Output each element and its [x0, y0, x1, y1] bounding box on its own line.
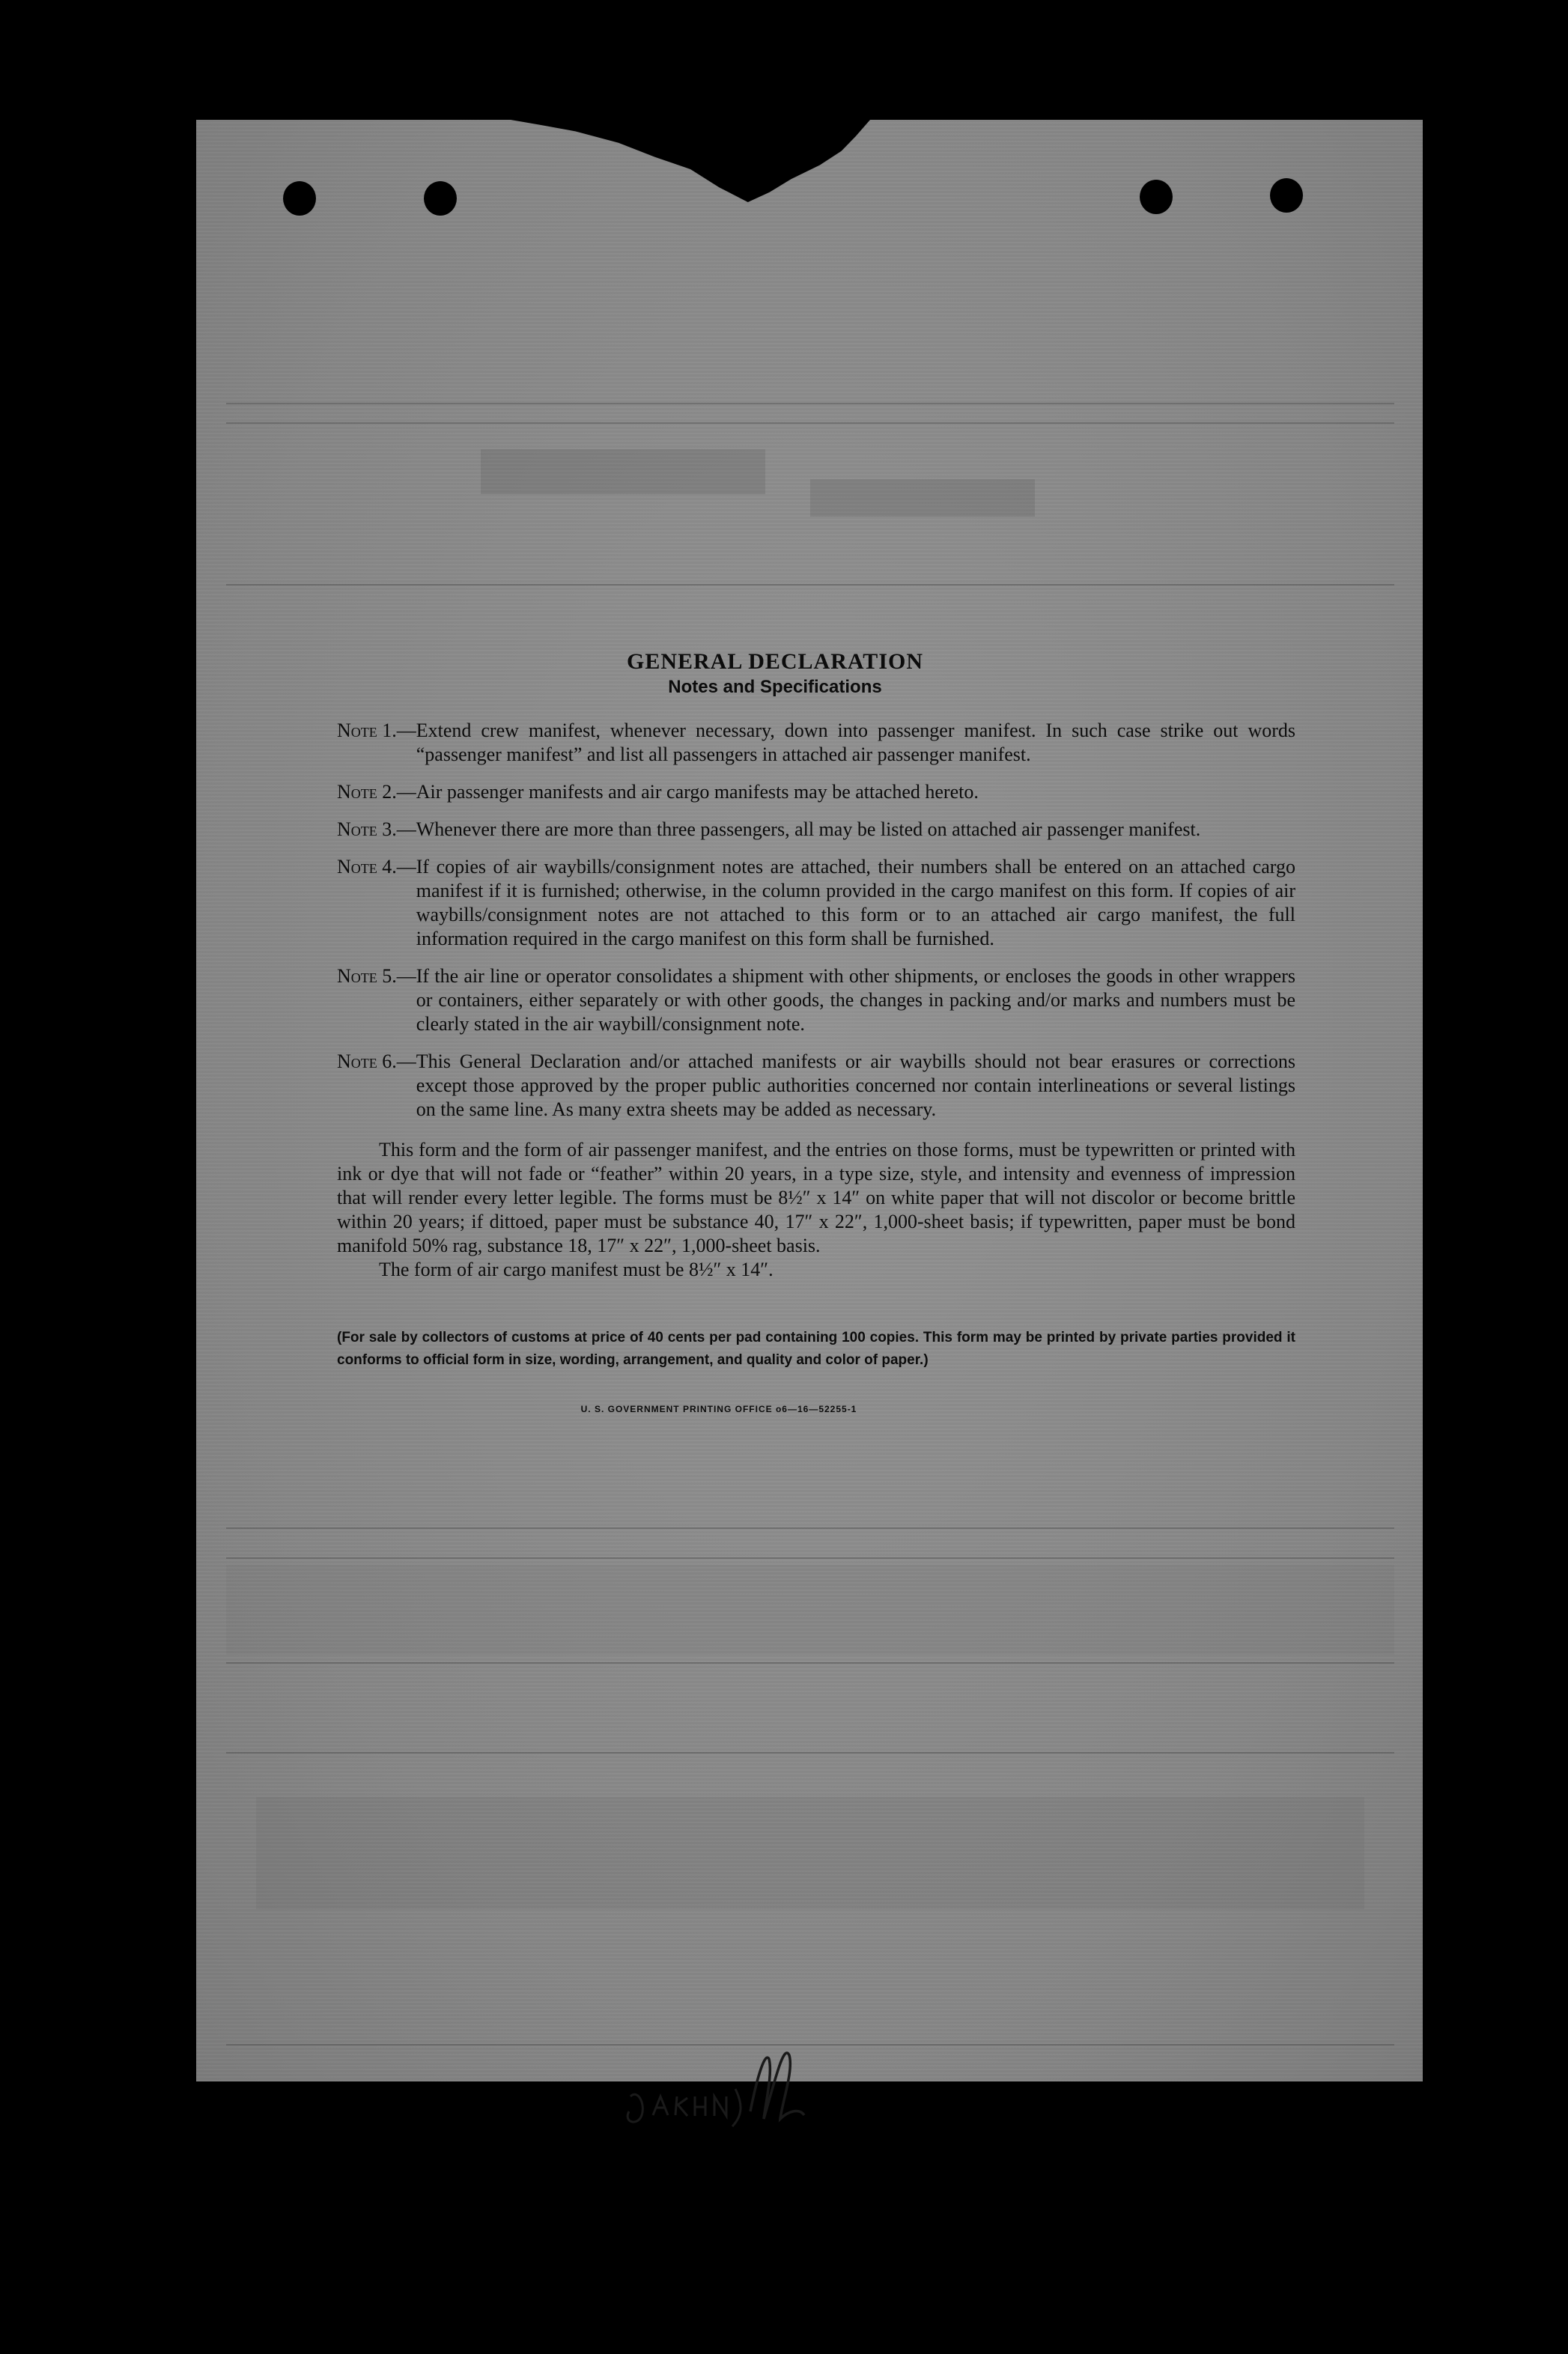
note-text: If copies of air waybills/consignment notes are attached, their numbers shall be entered on an attached cargo manifest if it is furnished; otherwise, in the column provided in the cargo manifest on this form. If copies of air waybills/consignment notes are not attached to this form or to an attached air cargo manifest, the full information required in the cargo manifest on this form shall be furnished.	[416, 856, 1295, 949]
punch-hole	[283, 181, 316, 216]
document-title: GENERAL DECLARATION	[626, 649, 923, 674]
note-label: Note 6.—	[337, 1050, 416, 1072]
note-1	[337, 719, 1295, 767]
note-text: This General Declaration and/or attached manifests or air waybills should not bear erasures or corrections except those approved by the proper public authorities concerned nor contain interlineations or several listings on the same line. As many extra sheets may be added as necessary.	[416, 1050, 1295, 1120]
note-label: Note 3.—	[337, 818, 416, 840]
note-text: Whenever there are more than three passengers, all may be listed on attached air passenger manifest.	[416, 818, 1201, 840]
note-label: Note 5.—	[337, 965, 416, 987]
note-label: Note 1.—	[337, 720, 416, 741]
torn-edge	[511, 120, 870, 202]
note-label: Note 2.—	[337, 781, 416, 803]
punch-hole	[1270, 178, 1303, 213]
note-3	[337, 818, 1295, 842]
punch-hole	[424, 181, 457, 216]
note-text: Air passenger manifests and air cargo manifests may be attached hereto.	[416, 781, 979, 803]
note-text: If the air line or operator consolidates a shipment with other shipments, or encloses the goods in other wrappers or containers, either separately or with other goods, the changes in packing and/or marks and numbers must be clearly stated in the air waybill/consignment note.	[416, 965, 1295, 1035]
printer-imprint: U. S. GOVERNMENT PRINTING OFFICE o6—16—52255-1	[580, 1404, 857, 1414]
note-5	[337, 964, 1295, 1036]
document-subtitle: Notes and Specifications	[668, 677, 882, 697]
note-4	[337, 855, 1295, 951]
note-label: Note 4.—	[337, 856, 416, 878]
sale-note: (For sale by collectors of customs at price of 40 cents per pad containing 100 copies. This form may be printed by private parties provided it conforms to official form in size, wording, arrangement, and quality and color of paper.)	[337, 1330, 1295, 1368]
handwritten-signature	[616, 2044, 810, 2156]
punch-hole	[1140, 180, 1173, 214]
note-text: Extend crew manifest, whenever necessary, down into passenger manifest. In such case strike out words “passenger manifest” and list all passengers in attached air passenger manifest.	[416, 720, 1295, 765]
note-2	[337, 780, 1295, 804]
note-6	[337, 1050, 1295, 1122]
document-body	[337, 650, 1295, 1421]
cargo-manifest-size-paragraph: The form of air cargo manifest must be 8½″ x 14″.	[379, 1259, 774, 1280]
form-requirements-paragraph: This form and the form of air passenger manifest, and the entries on those forms, must be typewritten or printed with ink or dye that will not fade or “feather” within 20 years, in a type size, style, and intensity and evenness of impression that will render every letter legible. The forms must be 8½″ x 14″ on white paper that will not discolor or become brittle within 20 years; if dittoed, paper must be substance 40, 17″ x 22″, 1,000-sheet basis; if typewritten, paper must be bond manifold 50% rag, substance 18, 17″ x 22″, 1,000-sheet basis.	[337, 1139, 1295, 1256]
